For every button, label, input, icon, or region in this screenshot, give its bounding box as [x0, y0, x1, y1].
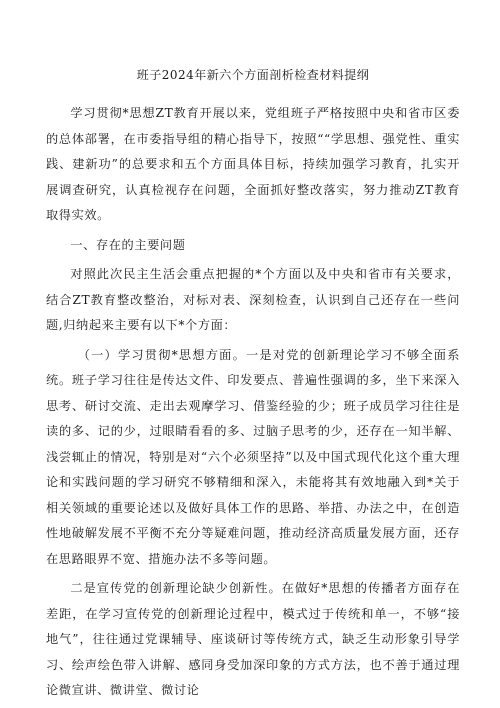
subsection-study-paragraph: （一）学习贯彻*思想方面。一是对党的创新理论学习不够全面系统。班子学习往往是传达文件、印发要点、普遍性强调的多，坐下来深入思考、研讨交流、走出去观摩学习、借鉴经验的少；班子成员学习往往是读的多、记的少，过眼睛看看的多、过脑子思考的少，还存在一知半解、浅尝辄止的情况，特别是对“六个必须坚持”以及中国式现代化这个重大理论和实践问题的学习研究不够精细和深入，未能将其有效地融入到*关于相关领域的重要论述以及做好具体工作的思路、举措、办法之中，在创造性地破解发展不平衡不充分等疑难问题，推动经济高质量发展方面，还存在思路眼界不宽、措施办法不多等问题。: [46, 347, 460, 566]
document-title: 班子2024年新六个方面剖析检查材料提纲: [136, 68, 370, 82]
document-page: [46, 66, 460, 708]
intro-paragraph: 学习贯彻*思想ZT教育开展以来，党组班子严格按照中央和省市区委的总体部署，在市委指导组的精心指导下，按照““学思想、强党性、重实践、建新功”的总要求和五个方面具体目标，持续加强学习教育，扎实开展调查研究，认真检视存在问题，全面抓好整改落实，努力推动ZT教育取得实效。: [46, 106, 460, 222]
overview-paragraph: 对照此次民主生活会重点把握的*个方面以及中央和省市有关要求，结合ZT教育整改整治，对标对表、深刻检查，认识到自己还存在一些问题,归纳起来主要有以下*个方面：: [46, 267, 460, 332]
section-heading-main-problems: 一、存在的主要问题: [70, 237, 186, 252]
propaganda-paragraph: 二是宣传党的创新理论缺少创新性。在做好*思想的传播者方面存在差距，在学习宣传党的创新理论过程中，模式过于传统和单一，不够“接地气”，往往通过党课辅导、座谈研讨等传统方式，缺乏生动形象引导学习、绘声绘色带入讲解、感同身受加深印象的方式方法，也不善于通过理论微宣讲、微讲堂、微讨论: [46, 581, 460, 697]
